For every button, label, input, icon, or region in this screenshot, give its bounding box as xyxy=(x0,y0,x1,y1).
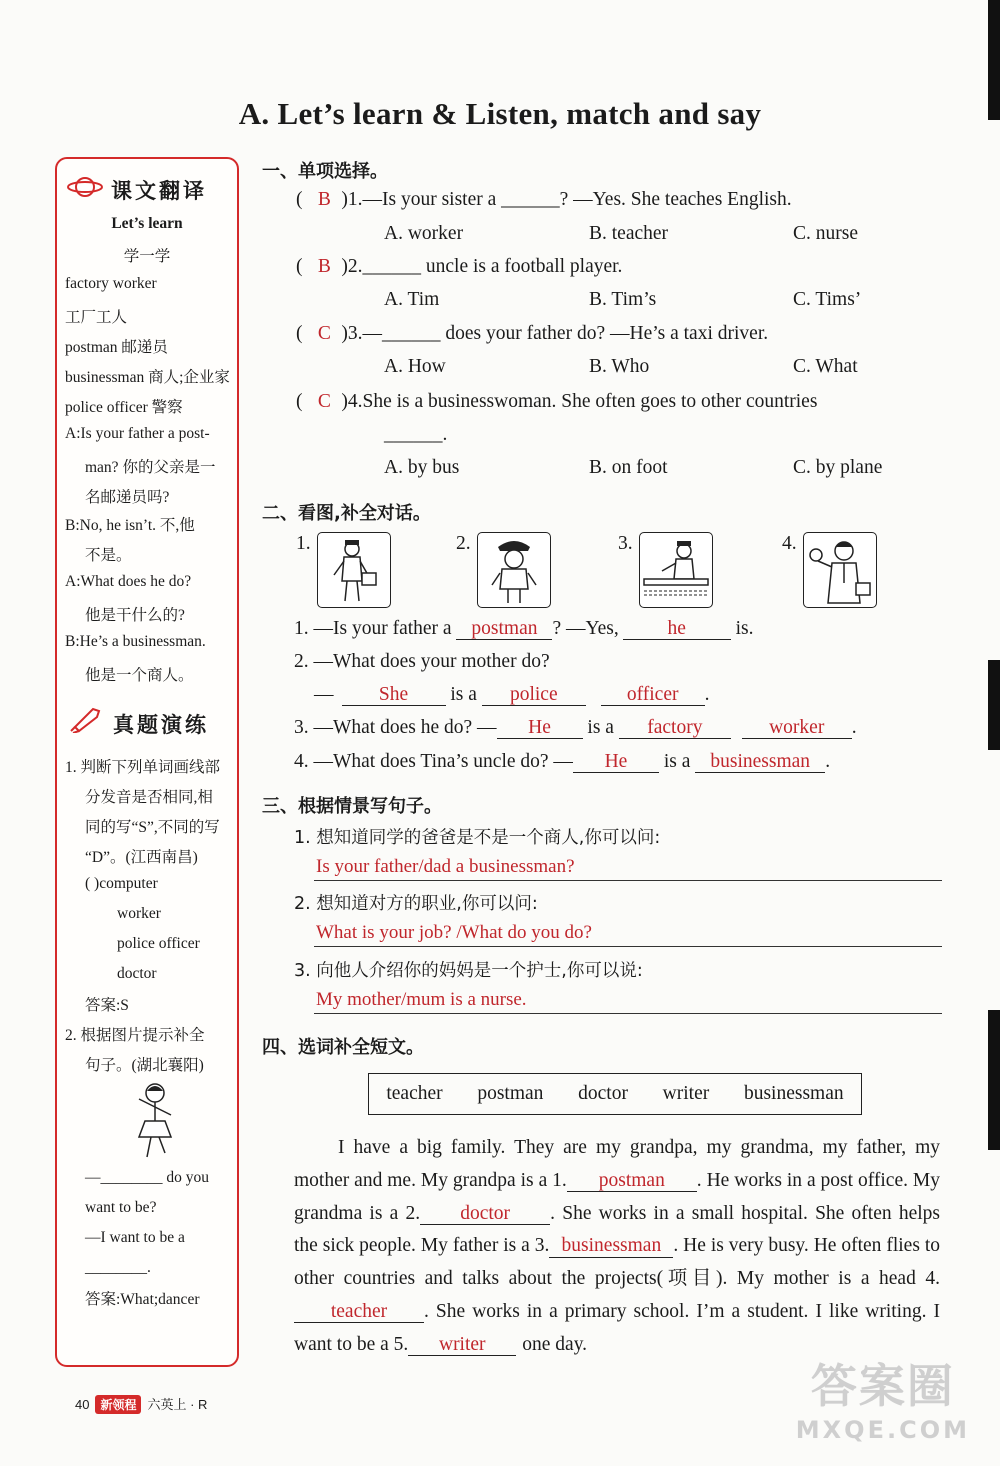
picture-number: 4. xyxy=(782,533,797,554)
sidebar-answer: 答案:S xyxy=(85,997,129,1014)
mc-answer: B xyxy=(317,189,331,210)
writing-prompt-1: 1. 想知道同学的爸爸是不是一个商人,你可以问: xyxy=(294,828,661,848)
answer-blank: factory xyxy=(619,718,731,739)
sidebar-subheading-cn: 学一学 xyxy=(123,248,171,265)
answer-blank: worker xyxy=(742,718,852,739)
sidebar-line: postman 邮递员 xyxy=(65,339,168,356)
grade-label: 六英上 · R xyxy=(147,1397,208,1412)
mc-option: B. teacher xyxy=(589,223,669,244)
mc-answer: C xyxy=(317,391,331,412)
picture-number: 1. xyxy=(296,533,311,554)
sidebar-line: B:No, he isn’t. 不,他 xyxy=(65,517,195,534)
mc-question-4: ( C )4.She is a businesswoman. She often goes to other countries xyxy=(296,391,818,412)
mc-option: C. What xyxy=(793,356,858,377)
section-heading-2: 二、看图,补全对话。 xyxy=(262,503,431,524)
sidebar-line: ( )computer xyxy=(85,875,158,892)
watermark: 答案圈 MXQE.COM xyxy=(795,1359,970,1444)
mc-question-1: ( B )1.—Is your sister a ______? —Yes. She teaches English. xyxy=(296,189,792,210)
mc-option: B. on foot xyxy=(589,457,668,478)
answer-blank: doctor xyxy=(420,1204,550,1225)
businessman-picture xyxy=(803,532,877,608)
mc-option: C. Tims’ xyxy=(793,289,862,310)
sidebar-line: 句子。(湖北襄阳) xyxy=(85,1057,204,1074)
mc-option: C. by plane xyxy=(793,457,883,478)
sidebar-line: 同的写“S”,不同的写 xyxy=(85,819,220,836)
page-number: 40 xyxy=(75,1397,90,1412)
page-edge-mark xyxy=(988,1010,1000,1150)
answer-blank: writer xyxy=(408,1335,516,1356)
sidebar-line: want to be? xyxy=(85,1199,157,1216)
sidebar-line: man? 你的父亲是一 xyxy=(85,459,216,476)
section-heading-4: 四、选词补全短文。 xyxy=(262,1037,424,1058)
sidebar-line: B:He’s a businessman. xyxy=(65,633,206,650)
mc-question-4-cont: ______. xyxy=(384,424,448,445)
picture-number: 3. xyxy=(618,533,633,554)
answer-blank: postman xyxy=(567,1171,697,1192)
mc-option: A. Tim xyxy=(384,289,440,310)
dialog-line-3: 3. —What does he do? — He is a factory worker . xyxy=(294,717,857,738)
sidebar-line: factory worker xyxy=(65,275,157,292)
sidebar-line: —________ do you xyxy=(85,1169,209,1186)
sidebar-line: 分发音是否相同,相 xyxy=(85,789,213,806)
police-officer-picture xyxy=(477,532,551,608)
word-bank-item: writer xyxy=(662,1083,710,1104)
sidebar-line: police officer xyxy=(117,935,200,952)
word-bank-item: businessman xyxy=(743,1083,844,1104)
sidebar-line: doctor xyxy=(117,965,157,982)
postman-picture xyxy=(317,532,391,608)
word-bank-item: doctor xyxy=(578,1083,628,1104)
dialog-line-1: 1. —Is your father a postman ? —Yes, he is. xyxy=(294,618,754,639)
sidebar-heading-exercise: 真题演练 xyxy=(113,713,209,737)
word-bank-item: postman xyxy=(477,1083,544,1104)
sidebar-subheading: Let’s learn xyxy=(111,215,183,232)
dialog-line-2: 2. —What does your mother do? xyxy=(294,651,550,672)
writing-answer-3: My mother/mum is a nurse. xyxy=(314,989,942,1014)
sidebar-line: 1. 判断下列单词画线部 xyxy=(65,759,221,776)
writing-answer-1: Is your father/dad a businessman? xyxy=(314,856,942,881)
page-edge-mark xyxy=(988,0,1000,120)
answer-blank: He xyxy=(497,718,583,739)
answer-blank: businessman xyxy=(549,1236,673,1257)
page-title: A. Let’s learn & Listen, match and say xyxy=(238,96,762,131)
word-bank-item: teacher xyxy=(386,1083,443,1104)
answer-blank: he xyxy=(623,619,731,640)
sidebar-line: 他是一个商人。 xyxy=(85,667,194,684)
sidebar-line: businessman 商人;企业家 xyxy=(65,369,230,386)
sidebar-line: “D”。(江西南昌) xyxy=(85,849,198,866)
answer-blank: teacher xyxy=(294,1302,424,1323)
dialog-line-2-answer: — She is a police officer . xyxy=(314,684,710,705)
rocket-icon xyxy=(69,705,105,733)
picture-number: 2. xyxy=(456,533,471,554)
sidebar-line: ________. xyxy=(85,1259,151,1276)
answer-blank: She xyxy=(342,685,446,706)
brand-logo: 新领程 xyxy=(95,1395,141,1414)
mc-option: B. Tim’s xyxy=(589,289,657,310)
mc-answer: C xyxy=(317,323,331,344)
sidebar-line: A:What does he do? xyxy=(65,573,192,590)
answer-blank: businessman xyxy=(695,752,825,773)
section-heading-3: 三、根据情景写句子。 xyxy=(262,796,442,817)
dialog-line-4: 4. —What does Tina’s uncle do? — He is a businessman . xyxy=(294,751,831,772)
sidebar-line: worker xyxy=(117,905,161,922)
sidebar-line: 不是。 xyxy=(85,547,132,564)
sidebar-line: 名邮递员吗? xyxy=(85,489,170,506)
answer-blank: He xyxy=(573,752,659,773)
mc-option: A. by bus xyxy=(384,457,460,478)
sidebar-heading-translation: 课文翻译 xyxy=(111,179,207,203)
word-bank xyxy=(368,1073,862,1115)
section-heading-1: 一、单项选择。 xyxy=(262,161,388,182)
sidebar-line: A:Is your father a post- xyxy=(65,425,210,442)
factory-worker-picture xyxy=(639,532,713,608)
sidebar-line: 他是干什么的? xyxy=(85,607,185,624)
mc-question-2: ( B )2.______ uncle is a football player. xyxy=(296,256,623,277)
writing-answer-2: What is your job? /What do you do? xyxy=(314,922,942,947)
sidebar-line: police officer 警察 xyxy=(65,399,183,416)
answer-blank: officer xyxy=(601,685,705,706)
writing-prompt-3: 3. 向他人介绍你的妈妈是一个护士,你可以说: xyxy=(294,961,643,981)
mc-question-3: ( C )3.—______ does your father do? —He’s a taxi driver. xyxy=(296,323,769,344)
mc-option: B. Who xyxy=(589,356,650,377)
mc-option: C. nurse xyxy=(793,223,858,244)
dancer-illustration xyxy=(127,1081,183,1161)
sidebar-answer: 答案:What;dancer xyxy=(85,1291,200,1308)
page-edge-mark xyxy=(988,660,1000,750)
mc-answer: B xyxy=(317,256,331,277)
answer-blank: police xyxy=(482,685,586,706)
answer-blank: postman xyxy=(456,619,552,640)
writing-prompt-2: 2. 想知道对方的职业,你可以问: xyxy=(294,894,538,914)
sidebar-panel xyxy=(55,157,239,1367)
sidebar-line: 工厂工人 xyxy=(65,309,128,326)
planet-icon xyxy=(67,173,103,201)
cloze-passage: I have a big family. They are my grandpa, my grandma, my father, my mother and me. My grandpa is a 1. postman . He works in a post office. My grandma is a 2. doctor . She works in a small hospital. She often helps the sick people. My father is a 3. businessman . He is very busy. He often flies to other countries and talks about the projects(项目). My mother is a head 4.teacher . She works in a primary school. I’m a student. I like writing. I want to be a 5. writer one day. xyxy=(294,1137,941,1355)
sidebar-line: 2. 根据图片提示补全 xyxy=(65,1027,205,1044)
page-footer xyxy=(75,1394,207,1414)
sidebar-line: —I want to be a xyxy=(85,1229,185,1246)
mc-option: A. How xyxy=(384,356,446,377)
mc-option: A. worker xyxy=(384,223,464,244)
